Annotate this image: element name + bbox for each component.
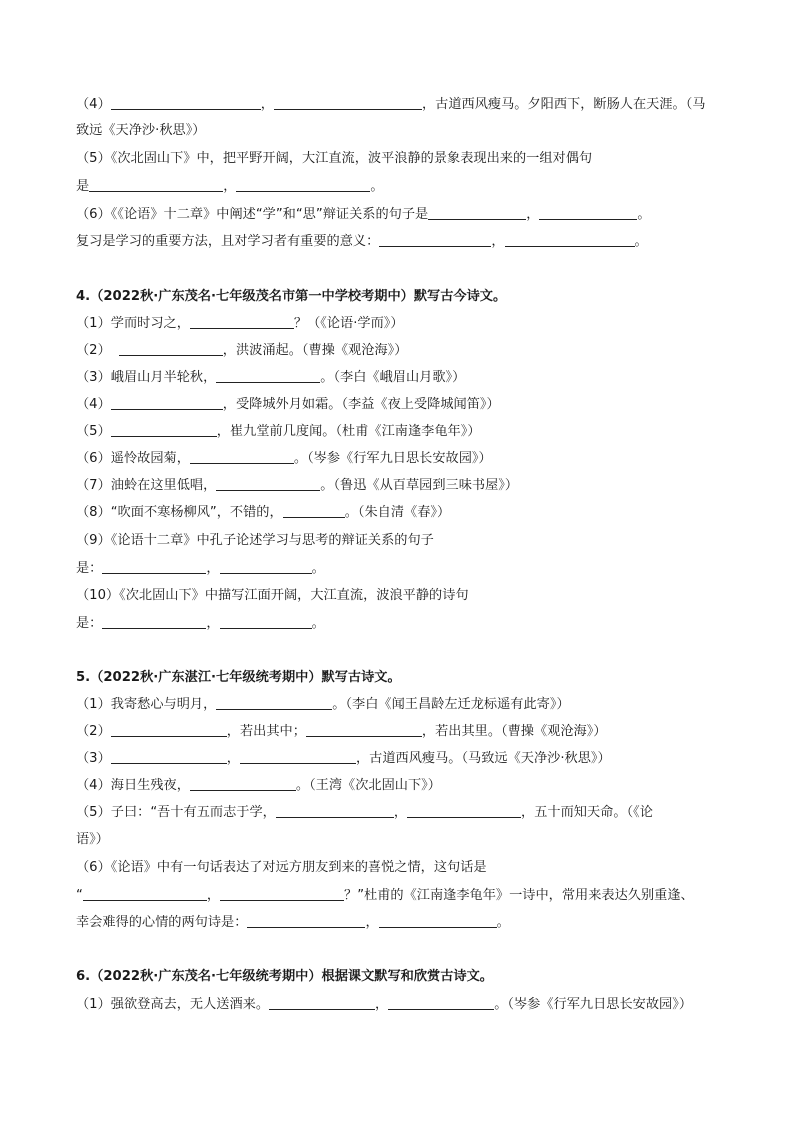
answer-blank[interactable] bbox=[190, 449, 294, 464]
answer-blank[interactable] bbox=[269, 995, 375, 1010]
q3-item-5: （5）《次北固山下》中，把平野开阔，大江直流，波平浪静的景象表现出来的一组对偶句 bbox=[76, 151, 593, 166]
q4-item-1: （1）学而时习之， ？（《论语·学而》） bbox=[76, 316, 404, 331]
answer-blank[interactable] bbox=[111, 395, 223, 410]
q5-item-5-cont: 语》） bbox=[76, 832, 109, 847]
q4-item-9-answer: 是： ， 。 bbox=[76, 561, 325, 576]
q3-item-4-cont: 致远《天净沙·秋思》） bbox=[76, 123, 206, 138]
answer-blank[interactable] bbox=[102, 559, 206, 574]
q4-item-9: （9）《论语十二章》中孔子论述学习与思考的辩证关系的句子 bbox=[76, 533, 434, 548]
answer-blank[interactable] bbox=[216, 476, 320, 491]
answer-blank[interactable] bbox=[306, 722, 422, 737]
q5-item-6-cont: 幸会难得的心情的两句诗是： ， 。 bbox=[76, 915, 510, 930]
q5-item-3: （3） ， ，古道西风瘦马。（马致远《天净沙·秋思》） bbox=[76, 751, 611, 766]
answer-blank[interactable] bbox=[236, 177, 370, 192]
answer-blank[interactable] bbox=[89, 177, 223, 192]
answer-blank[interactable] bbox=[388, 995, 494, 1010]
answer-blank[interactable] bbox=[220, 886, 344, 901]
answer-blank[interactable] bbox=[83, 886, 207, 901]
answer-blank[interactable] bbox=[428, 205, 526, 220]
answer-blank[interactable] bbox=[274, 95, 422, 110]
answer-blank[interactable] bbox=[283, 503, 345, 518]
q3-item-4: （4） ， ，古道西风瘦马。夕阳西下，断肠人在天涯。（马 bbox=[76, 97, 706, 112]
q5-item-6-answer: “ ， ？”杜甫的《江南逢李龟年》一诗中，常用来表达久别重逢、 bbox=[76, 888, 694, 903]
q4-item-10-answer: 是： ， 。 bbox=[76, 616, 325, 631]
answer-blank[interactable] bbox=[276, 803, 394, 818]
answer-blank[interactable] bbox=[216, 368, 320, 383]
q4-item-7: （7）油蛉在这里低唱， 。（鲁迅《从百草园到三味书屋》） bbox=[76, 478, 519, 493]
q5-item-5: （5）子曰：“吾十有五而志于学， ， ，五十而知天命。（《论 bbox=[76, 805, 653, 820]
answer-blank[interactable] bbox=[407, 803, 521, 818]
q4-item-3: （3）峨眉山月半轮秋， 。（李白《峨眉山月歌》） bbox=[76, 370, 466, 385]
q6-item-1: （1）强欲登高去，无人送酒来。 ， 。（岑参《行军九日思长安故园》） bbox=[76, 997, 693, 1012]
answer-blank[interactable] bbox=[539, 205, 637, 220]
answer-blank[interactable] bbox=[505, 232, 635, 247]
q4-item-5: （5） ，崔九堂前几度闻。（杜甫《江南逢李龟年》） bbox=[76, 424, 481, 439]
q4-header: 4.（2022秋·广东茂名·七年级茂名市第一中学校考期中）默写古今诗文。 bbox=[76, 289, 507, 304]
answer-blank[interactable] bbox=[379, 913, 497, 928]
q5-header: 5.（2022秋·广东湛江·七年级统考期中）默写古诗文。 bbox=[76, 670, 401, 685]
q3-item-6-cont: 复习是学习的重要方法，且对学习者有重要的意义： ， 。 bbox=[76, 234, 648, 249]
answer-blank[interactable] bbox=[111, 95, 261, 110]
q4-item-10: （10）《次北固山下》中描写江面开阔，大江直流，波浪平静的诗句 bbox=[76, 588, 469, 603]
answer-blank[interactable] bbox=[190, 776, 296, 791]
q3-item-6: （6）《《论语》十二章》中阐述“学”和“思”辩证关系的句子是 ， 。 bbox=[76, 207, 651, 222]
q5-item-4: （4）海日生残夜， 。（王湾《次北固山下》） bbox=[76, 778, 441, 793]
q5-item-2: （2） ，若出其中； ，若出其里。（曹操《观沧海》） bbox=[76, 724, 607, 739]
answer-blank[interactable] bbox=[111, 749, 227, 764]
q6-header: 6.（2022秋·广东茂名·七年级统考期中）根据课文默写和欣赏古诗文。 bbox=[76, 969, 493, 984]
answer-blank[interactable] bbox=[247, 913, 365, 928]
answer-blank[interactable] bbox=[190, 314, 294, 329]
q4-item-8: （8）“吹面不寒杨柳风”，不错的， 。（朱自清《春》） bbox=[76, 505, 451, 520]
answer-blank[interactable] bbox=[220, 614, 312, 629]
answer-blank[interactable] bbox=[111, 722, 227, 737]
answer-blank[interactable] bbox=[119, 341, 223, 356]
answer-blank[interactable] bbox=[240, 749, 356, 764]
q5-item-6: （6）《论语》中有一句话表达了对远方朋友到来的喜悦之情，这句话是 bbox=[76, 860, 487, 875]
q5-item-1: （1）我寄愁心与明月， 。（李白《闻王昌龄左迁龙标遥有此寄》） bbox=[76, 697, 570, 712]
answer-blank[interactable] bbox=[102, 614, 206, 629]
q4-item-6: （6）遥怜故园菊， 。（岑参《行军九日思长安故园》） bbox=[76, 451, 492, 466]
q4-item-2: （2） ，洪波涌起。（曹操《观沧海》） bbox=[76, 343, 408, 358]
answer-blank[interactable] bbox=[220, 559, 312, 574]
q4-item-4: （4） ，受降城外月如霜。（李益《夜上受降城闻笛》） bbox=[76, 397, 500, 412]
answer-blank[interactable] bbox=[216, 695, 332, 710]
answer-blank[interactable] bbox=[111, 422, 217, 437]
q3-item-5-answer: 是 ， 。 bbox=[76, 179, 384, 194]
answer-blank[interactable] bbox=[379, 232, 491, 247]
